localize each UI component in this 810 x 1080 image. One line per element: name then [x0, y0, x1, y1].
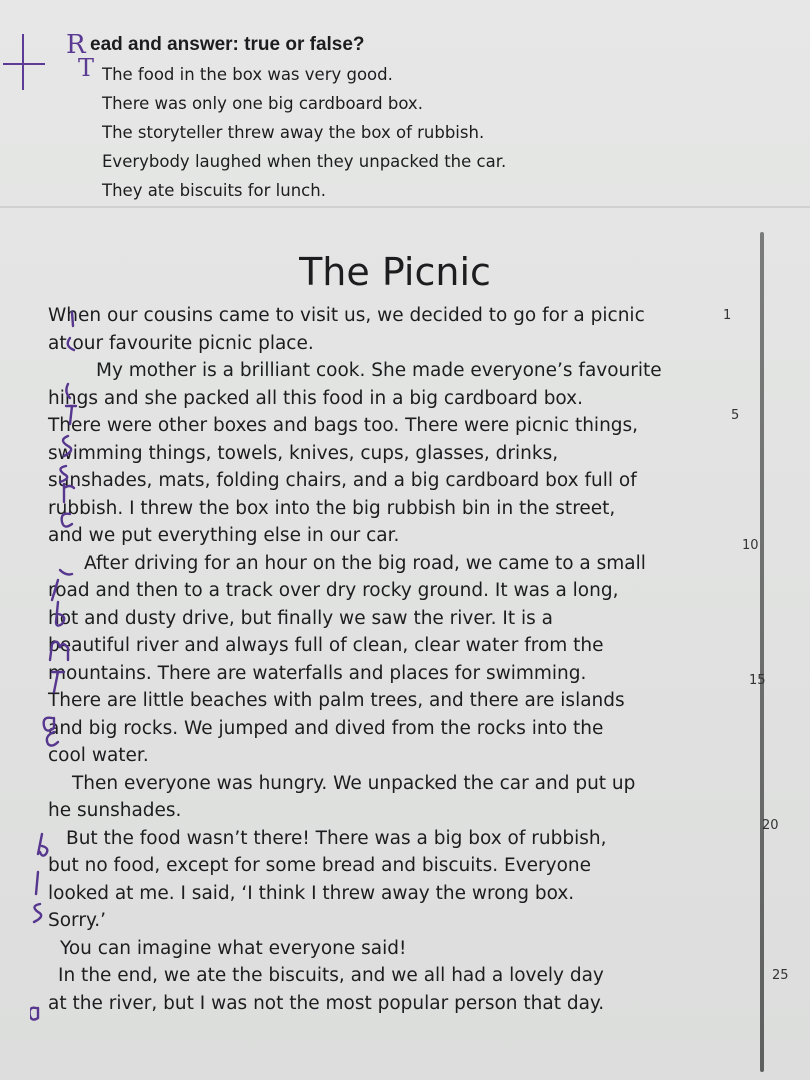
handwritten-plus-mark	[22, 34, 24, 90]
story-line	[48, 660, 748, 688]
line-number: 1	[723, 308, 732, 323]
handwritten-answer-t: T	[78, 54, 95, 82]
story-line	[48, 577, 748, 605]
statement-list	[102, 60, 506, 205]
story-line-text: swimming things, towels, knives, cups, glasses, drinks,	[48, 442, 559, 464]
story-line-text: and big rocks. We jumped and dived from the rocks into the	[48, 717, 604, 739]
story-line	[48, 440, 748, 468]
story-line-text: beautiful river and always full of clean, clear water from the	[48, 635, 604, 656]
story-line	[48, 302, 748, 330]
story-line-text: and we put everything else in our car.	[48, 525, 400, 546]
story-line	[48, 385, 748, 413]
story-line	[48, 715, 748, 743]
story-line-text: There were other boxes and bags too. There were picnic things,	[48, 415, 639, 436]
story-line-text: hot and dusty drive, but finally we saw the river. It is a	[48, 607, 554, 629]
story-line-text: rubbish. I threw the box into the big rubbish bin in the street,	[48, 497, 616, 519]
story-line-text: sunshades, mats, folding chairs, and a big cardboard box full of	[48, 470, 637, 491]
story-line-text: After driving for an hour on the big road, we came to a small	[84, 552, 646, 574]
story-line-text: looked at me. I said, ‘I think I threw away the wrong box.	[48, 882, 575, 904]
story-line	[48, 797, 748, 825]
statement-item: The storyteller threw away the box of rubbish.	[102, 123, 485, 142]
story-line-text: You can imagine what everyone said!	[60, 937, 407, 959]
story-line-text: at our favourite picnic place.	[48, 332, 314, 354]
story-text	[48, 302, 748, 1017]
statement-item: Everybody laughed when they unpacked the car.	[102, 152, 507, 171]
story-line	[48, 605, 748, 633]
story-line	[48, 522, 748, 550]
story-line	[48, 467, 748, 495]
story-line-text: mountains. There are waterfalls and places for swimming.	[48, 662, 587, 684]
story-line-text: Then everyone was hungry. We unpacked the car and put up	[72, 772, 636, 794]
section-divider	[0, 206, 810, 208]
page-edge-shadow	[760, 232, 764, 1072]
story-line	[48, 330, 748, 358]
story-line	[48, 935, 748, 963]
story-line-text: at the river, but I was not the most popular person that day.	[48, 992, 605, 1014]
story-line	[48, 852, 748, 880]
story-line	[48, 770, 748, 798]
line-number: 10	[742, 538, 759, 553]
story-line	[48, 687, 748, 715]
exercise-title: ead and answer: true or false?	[90, 34, 365, 55]
story-line-text: But the food wasn’t there! There was a big box of rubbish,	[66, 827, 607, 849]
story-line	[48, 495, 748, 523]
line-number: 25	[772, 968, 789, 983]
story-line	[48, 907, 748, 935]
story-line-text: My mother is a brilliant cook. She made everyone’s favourite	[96, 360, 662, 381]
story-line	[48, 962, 748, 990]
story-line-text: When our cousins came to visit us, we decided to go for a picnic	[48, 305, 645, 326]
story-line-text: road and then to a track over dry rocky ground. It was a long,	[48, 580, 619, 601]
story-line	[48, 990, 748, 1018]
story-line	[48, 742, 748, 770]
line-number: 20	[762, 818, 779, 833]
story-line	[48, 632, 748, 660]
handwritten-plus-mark-bar	[3, 63, 45, 65]
handwritten-margin-marks	[30, 300, 90, 1060]
story-line-text: Sorry.’	[48, 910, 107, 931]
statement-item: There was only one big cardboard box.	[102, 94, 423, 113]
story-line-text: In the end, we ate the biscuits, and we all had a lovely day	[58, 965, 604, 986]
handwritten-letter-r: R	[66, 30, 86, 60]
statement-item: They ate biscuits for lunch.	[102, 181, 326, 200]
statement-item: The food in the box was very good.	[102, 65, 393, 84]
story-line	[48, 825, 748, 853]
story-line	[48, 357, 748, 385]
story-line-text: There are little beaches with palm trees, and there are islands	[48, 690, 625, 711]
line-number: 5	[731, 408, 740, 423]
story-line	[48, 550, 748, 578]
story-line-text: but no food, except for some bread and biscuits. Everyone	[48, 855, 592, 876]
story-title: The Picnic	[299, 250, 491, 294]
story-line-text: cool water.	[48, 745, 149, 766]
line-number: 15	[749, 673, 766, 688]
story-line	[48, 412, 748, 440]
story-line-text: hings and she packed all this food in a big cardboard box.	[48, 387, 584, 409]
story-line	[48, 880, 748, 908]
story-line-text: he sunshades.	[48, 800, 182, 821]
